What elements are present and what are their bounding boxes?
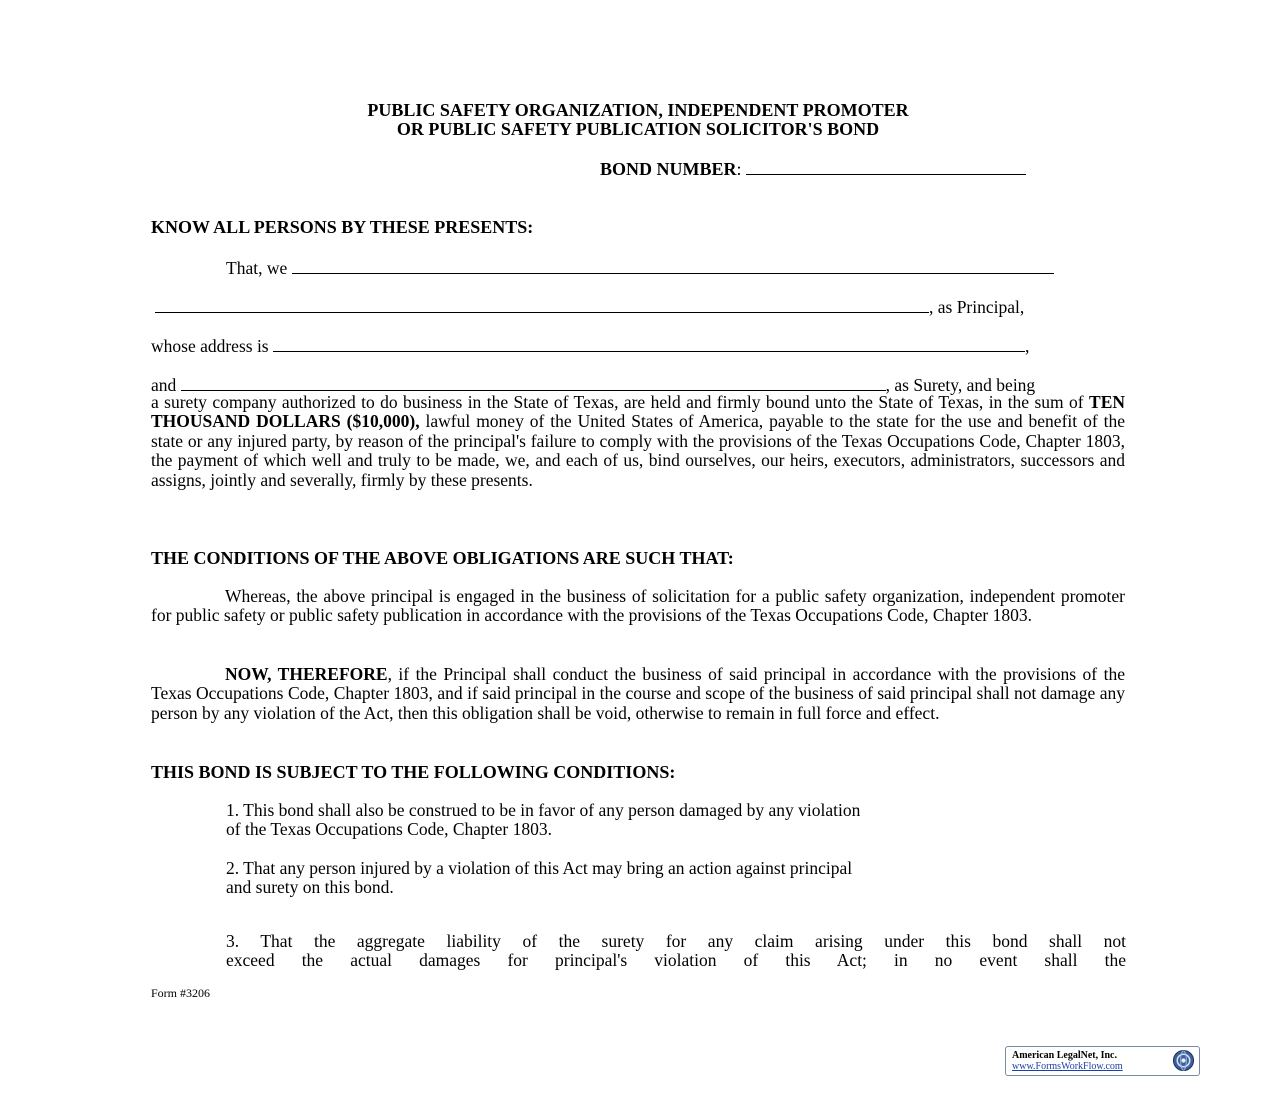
now-therefore-text: , if the Principal shall conduct the business of said principal in accordance with the provisions of the Texas Occupations Code, Chapter 1803, and if said principal in the course and scope of the business of said principal shall not damage any person by any violation of the Act, then this obligation shall be void, otherwise to remain in full force and effect. (151, 664, 1125, 723)
as-principal-label: , as Principal, (929, 297, 1025, 317)
and-label: and (151, 375, 177, 395)
as-surety-label: , as Surety, and being (885, 375, 1036, 395)
surety-paragraph-start: a surety company authorized to do business in the State of Texas, are held and firmly bound unto the State of Texas, in the sum of (151, 392, 1090, 412)
bond-number-colon: : (736, 159, 742, 179)
bond-number-field (600, 158, 1026, 179)
document-title-line-2: OR PUBLIC SAFETY PUBLICATION SOLICITOR'S BOND (396, 119, 880, 139)
that-we-row (226, 257, 1054, 278)
bond-number-label: BOND NUMBER (600, 159, 737, 179)
principal-row (155, 296, 1024, 317)
principal-name-blank-2[interactable] (155, 296, 929, 313)
that-we-label: That, we (226, 258, 288, 278)
bond-number-blank[interactable] (746, 158, 1026, 175)
badge-company-name: American LegalNet, Inc. (1012, 1050, 1117, 1061)
condition-3-line-2: exceed the actual damages for principal's violation of this Act; in no event shall the (226, 950, 1126, 971)
whereas-text: Whereas, the above principal is engaged in the business of solicitation for a public safety organization, independent promoter for public safety or public safety publication in accordance with the provisions of the Texas Occupations Code, Chapter 1803. (151, 586, 1125, 626)
surety-name-blank[interactable] (181, 374, 886, 391)
condition-1-line-2: of the Texas Occupations Code, Chapter 1803. (226, 819, 553, 840)
condition-2-line-2: and surety on this bond. (226, 877, 394, 898)
conditions-heading: THE CONDITIONS OF THE ABOVE OBLIGATIONS ARE SUCH THAT: (151, 548, 734, 568)
document-title-line-1: PUBLIC SAFETY ORGANIZATION, INDEPENDENT PROMOTER (367, 100, 909, 120)
condition-2-line-1: 2. That any person injured by a violation of this Act may bring an action against principal (226, 858, 853, 878)
subject-heading: THIS BOND IS SUBJECT TO THE FOLLOWING CONDITIONS: (151, 762, 676, 782)
condition-3-line-1: 3. That the aggregate liability of the surety for any claim arising under this bond shall not (226, 931, 1126, 951)
address-row (151, 335, 1029, 356)
now-therefore-bold: NOW, THEREFORE (225, 664, 388, 684)
bond-amount: TEN THOUSAND DOLLARS ($10,000), (151, 392, 1125, 432)
condition-item-1 (226, 801, 1126, 840)
whereas-paragraph (151, 587, 1125, 626)
know-all-heading: KNOW ALL PERSONS BY THESE PRESENTS: (151, 217, 534, 237)
globe-icon (1172, 1049, 1195, 1072)
condition-item-3 (226, 932, 1126, 971)
surety-paragraph-end: lawful money of the United States of America, payable to the state for the use and benefit of the state or any injured party, by reason of the principal's failure to comply with the provisions of the Texas Occupations Code, Chapter 1803, the payment of which well and truly to be made, we, and each of us, bind ourselves, our heirs, executors, administrators, successors and assigns, jointly and severally, firmly by these presents. (151, 411, 1125, 490)
address-comma: , (1025, 336, 1030, 356)
condition-item-2 (226, 859, 1126, 898)
surety-paragraph (151, 393, 1125, 490)
whose-address-label: whose address is (151, 336, 269, 356)
form-number: Form #3206 (151, 986, 211, 1000)
badge-url-link[interactable]: www.FormsWorkFlow.com (1012, 1061, 1123, 1072)
now-therefore-paragraph (151, 665, 1125, 723)
address-blank[interactable] (273, 335, 1025, 352)
condition-1-line-1: 1. This bond shall also be construed to be in favor of any person damaged by any violation (226, 800, 861, 820)
american-legalnet-badge[interactable] (1005, 1046, 1200, 1076)
principal-name-blank[interactable] (292, 257, 1054, 274)
